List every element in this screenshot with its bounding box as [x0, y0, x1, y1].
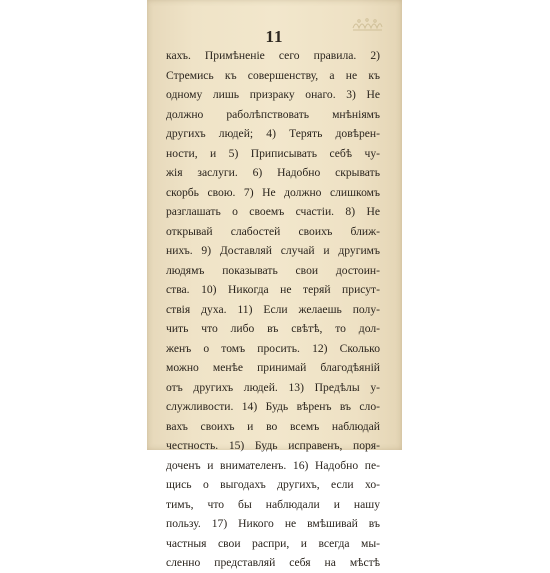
- text-line: жія заслуги. 6) Надобно скрывать: [166, 166, 380, 179]
- text-line: открывай слабостей своихъ ближ-: [166, 224, 380, 238]
- text-line: скорбь свою. 7) Не должно слишкомъ: [166, 185, 380, 199]
- text-line: должно раболѣпствовать мнѣніямъ: [166, 107, 380, 121]
- page-number: 11: [265, 27, 284, 46]
- book-page: [147, 0, 402, 569]
- text-line: женъ о томъ просить. 12) Сколько: [166, 341, 380, 355]
- text-line: ности, и 5) Приписывать себѣ чу-: [166, 146, 380, 160]
- text-line: ствія духа. 11) Если желаешь полу-: [166, 302, 380, 316]
- text-line: другихъ людей; 4) Терять довѣрен-: [166, 127, 380, 140]
- text-line: чить что либо въ свѣтѣ, то дол-: [166, 322, 380, 335]
- text-line: ства. 10) Никогда не теряй присут-: [166, 283, 380, 296]
- text-line: частныя свои распри, и всегда мы-: [166, 536, 380, 550]
- text-line: можно менѣе принимай благодѣяній: [166, 361, 380, 374]
- text-line: сленно представляй себя на мѣстѣ: [166, 556, 380, 569]
- text-line: отъ другихъ людей. 13) Предѣлы у-: [166, 380, 380, 394]
- text-line: одному лишь призраку онаго. 3) Не: [166, 88, 380, 101]
- page-body-text: [166, 46, 380, 573]
- text-line: служливости. 14) Будь вѣренъ въ сло-: [166, 400, 380, 413]
- text-line: доченъ и внимателенъ. 16) Надобно пе-: [166, 458, 380, 472]
- text-line: пользу. 17) Никого не вмѣшивай въ: [166, 517, 380, 530]
- text-line: кахъ. Примѣненіе сего правила. 2): [166, 49, 380, 62]
- text-line: вахъ своихъ и во всемъ наблюдай: [166, 419, 380, 433]
- text-line: щись о выгодахъ другихъ, если хо-: [166, 478, 380, 491]
- text-line: разглашать о своемъ счастіи. 8) Не: [166, 205, 380, 218]
- text-line: честность. 15) Будь исправенъ, поря-: [166, 439, 380, 452]
- text-line: людямъ показывать свои достоин-: [166, 263, 380, 277]
- text-line: тимъ, что бы наблюдали и нашу: [166, 497, 380, 511]
- text-line: нихъ. 9) Доставляй случай и другимъ: [166, 244, 380, 257]
- text-line: Стремись къ совершенству, а не къ: [166, 68, 380, 82]
